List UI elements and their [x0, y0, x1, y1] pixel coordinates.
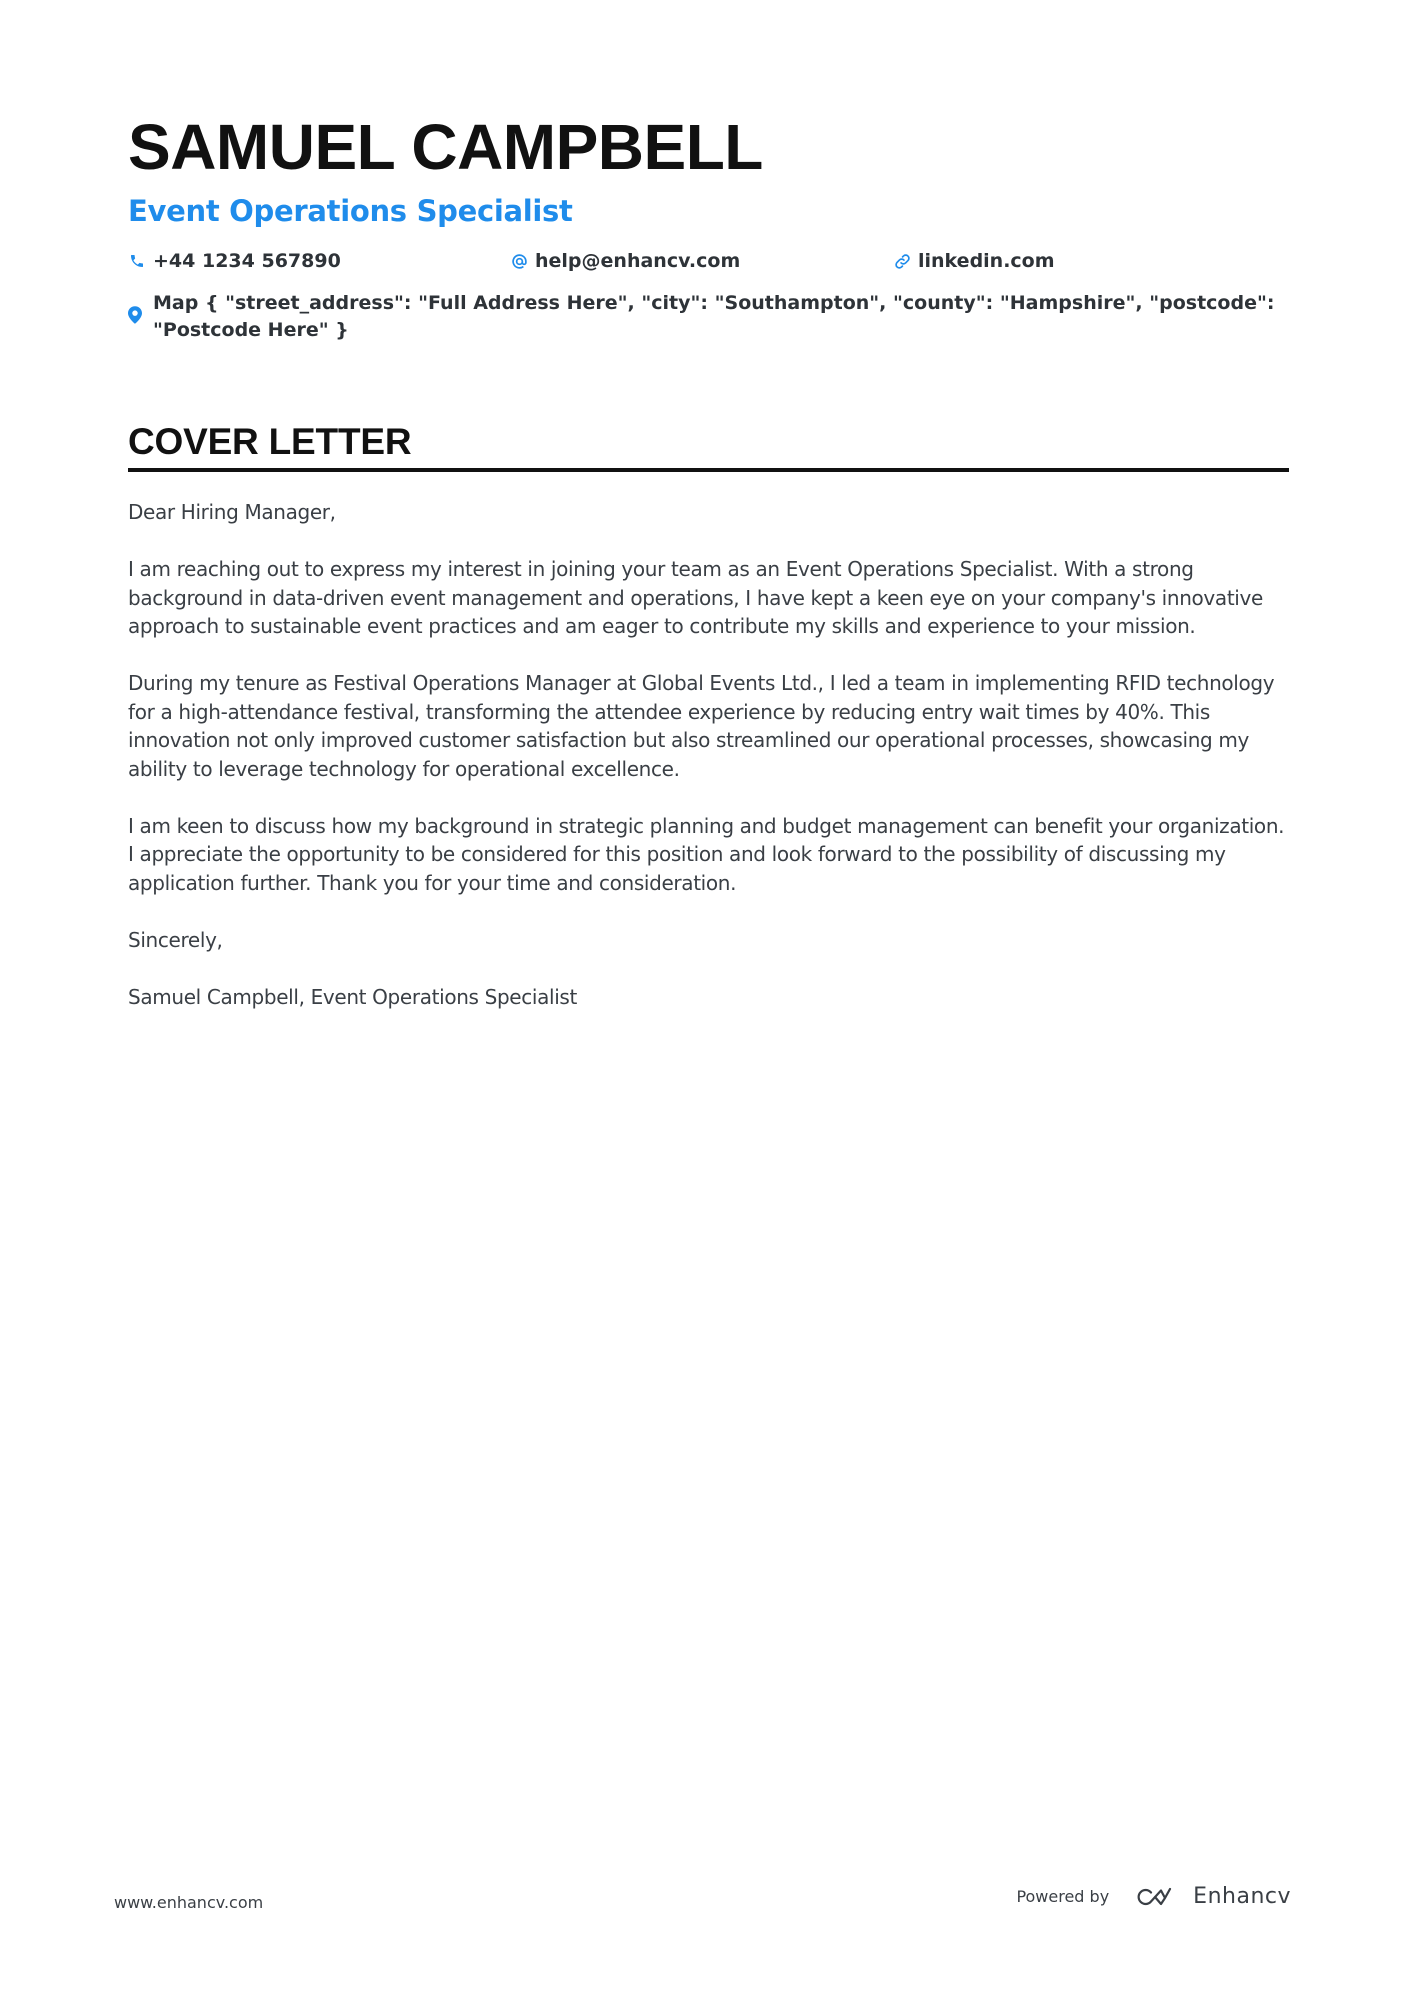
phone-text: +44 1234 567890: [153, 250, 341, 272]
letter-body: [128, 498, 1289, 1011]
brand-name: Enhancv: [1193, 1884, 1291, 1909]
footer-brand: [1016, 1884, 1291, 1909]
footer-url[interactable]: www.enhancv.com: [114, 1893, 264, 1912]
letter-signature: Samuel Campbell, Event Operations Specialist: [128, 984, 577, 1009]
enhancv-logo-icon: [1135, 1885, 1181, 1909]
letter-paragraph: I am reaching out to express my interest in joining your team as an Event Operations Specialist. With a strong background in data-driven event management and operations, I have kept a keen eye on your company's innovative approach to sustainable event practices and am eager to contribute my skills and experience to your mission.: [128, 557, 1263, 638]
powered-by-label: Powered by: [1016, 1887, 1110, 1906]
section-title: COVER LETTER: [128, 421, 412, 462]
resume-header: [128, 108, 1288, 344]
link-text: linkedin.com: [918, 250, 1055, 272]
at-sign-icon: [510, 252, 528, 270]
address-text: Map { "street_address": "Full Address Here", "city": "Southampton", "county": "Hampshire", "postcode": "Postcode Here" }: [153, 292, 1275, 341]
email-text: help@enhancv.com: [535, 250, 741, 272]
cover-letter-section: [128, 420, 1289, 1040]
candidate-name: SAMUEL CAMPBELL: [128, 111, 763, 183]
letter-closing: Sincerely,: [128, 927, 223, 952]
letter-paragraph: During my tenure as Festival Operations Manager at Global Events Ltd., I led a team in implementing RFID technology for a high-attendance festival, transforming the attendee experience by reducing entry wait times by 40%. This innovation not only improved customer satisfaction but also streamlined our operational processes, showcasing my ability to leverage technology for operational excellence.: [128, 671, 1275, 781]
phone-icon: [128, 252, 146, 270]
map-pin-icon: [128, 306, 146, 324]
job-title: Event Operations Specialist: [128, 194, 573, 228]
section-divider: [128, 468, 1289, 472]
letter-greeting: Dear Hiring Manager,: [128, 500, 336, 524]
link-icon: [893, 252, 911, 270]
contact-email[interactable]: [510, 246, 740, 276]
contact-row: [128, 246, 1288, 276]
contact-address: [128, 290, 1288, 344]
contact-phone[interactable]: [128, 246, 341, 276]
contact-link[interactable]: [893, 246, 1055, 276]
letter-paragraph: I am keen to discuss how my background in strategic planning and budget management can benefit your organization. I appreciate the opportunity to be considered for this position and look forward to the possibility of discussing my application further. Thank you for your time and consideration.: [128, 813, 1285, 895]
